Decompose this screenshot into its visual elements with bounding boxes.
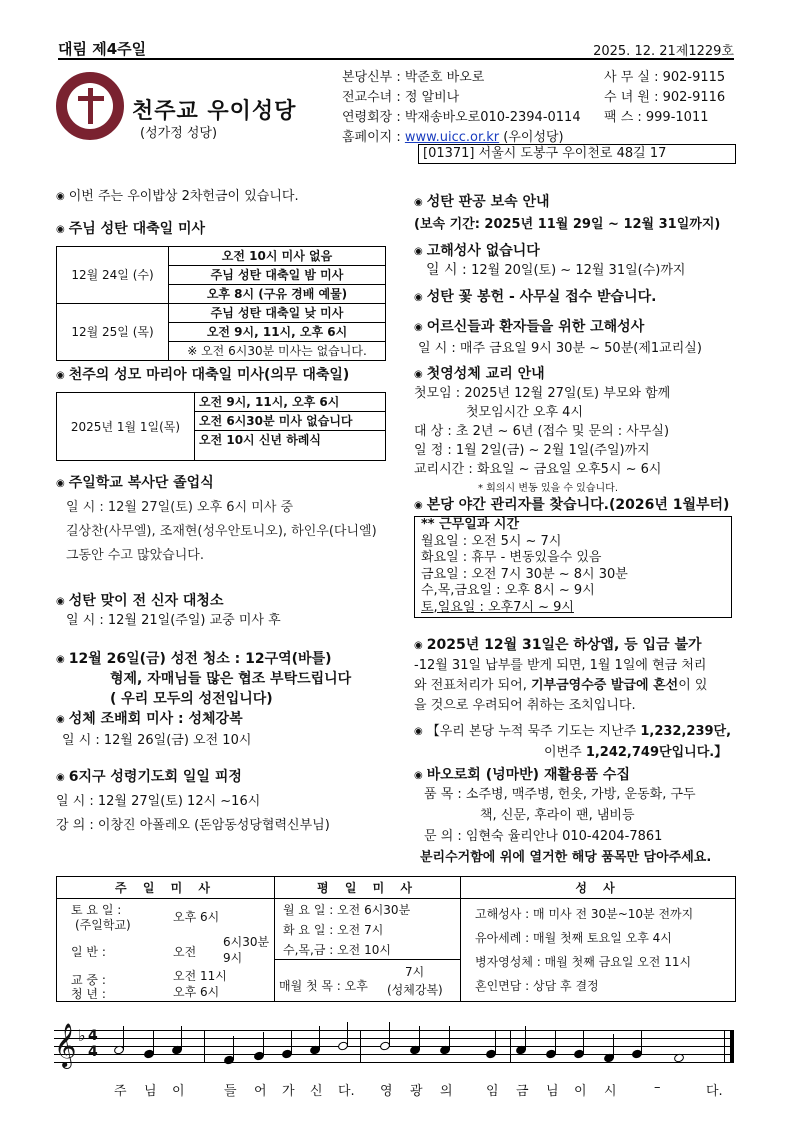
- flat-icon: ♭: [78, 1026, 86, 1045]
- note-stem: [641, 1030, 642, 1054]
- note-stem: [153, 1030, 154, 1054]
- christmas-title: ◉ 주님 성탄 대축일 미사: [56, 218, 205, 238]
- treble-clef-icon: 𝄞: [54, 1023, 77, 1067]
- note-stem: [319, 1026, 320, 1050]
- note-stem: [555, 1030, 556, 1054]
- lyric-syllable: 들: [224, 1084, 237, 1099]
- lyric-syllable: 가: [282, 1084, 295, 1099]
- time-sig-bottom: 4: [88, 1044, 98, 1060]
- contact-right: [604, 68, 725, 128]
- bank-body: -12월 31일 납부를 받게 되면, 1월 1일에 현금 처리 와 전표처리가 되어, 기부금영수증 발급에 혼선이 있 을 것으로 우려되어 취하는 조치입니다.: [414, 658, 708, 713]
- convent-phone: 수 녀 원 : 902-9116: [604, 90, 726, 105]
- chair: 연령회장 : 박재송바오로010-2394-0114: [342, 110, 581, 125]
- mary-table: 2025년 1월 1일(목) 오전 9시, 11시, 오후 6시 오전 6시30분 미사 없습니다 오전 10시 신년 하례식: [56, 392, 386, 461]
- mass-schedule-table: 주 일 미 사 평 일 미 사 성 사 토 요 일 : (주일학교) 오후 6시 일 반 : 오전 6시30분 9시 교 중 : 오전 11시 청 년 : 오후 6시 월 요 일 : 오전 6시30분 화 요 일 : 오전 7시 수,목,금 : 오전 10시 매월 첫 목 : 오후 7시 (성체강복) 고해성사 : 매 미사 전 30분~10분 전까지 유아세례 : 매월 첫째 토요일 오후 4시 병자영성체 : 매월 첫째 금요일 오전 11시 혼인면담 : 상담 후 결정: [56, 876, 736, 1002]
- prayer-title: ◉ 6지구 성령기도회 일일 피정: [56, 766, 242, 786]
- d24: 12월 24일 (수): [57, 247, 169, 304]
- note-stem: [449, 1026, 450, 1050]
- cleaning-title: ◉ 성탄 맞이 전 신자 대청소: [56, 590, 223, 610]
- flower-title: ◉ 성탄 꽃 봉헌 - 사무실 접수 받습니다.: [414, 286, 656, 306]
- church-sub: (성가정 성당): [140, 126, 218, 141]
- sunday-school-title: ◉ 주일학교 복사단 졸업식: [56, 472, 214, 492]
- logo-cross-icon: [88, 88, 93, 124]
- lyric-syllable: 다.: [338, 1084, 355, 1099]
- d25: 12월 25일 (목): [57, 304, 169, 361]
- lyric-syllable: 님: [546, 1084, 559, 1099]
- lyric-syllable: 시: [604, 1084, 617, 1099]
- lyric-syllable: 이: [172, 1084, 185, 1099]
- issue-date: 2025. 12. 21제1229호: [593, 44, 734, 59]
- rosary: ◉ 【우리 본당 누적 묵주 기도는 지난주 1,232,239단, 이번주 1,242,749단입니다.】: [414, 722, 731, 763]
- contact-left: [342, 68, 581, 148]
- lyric-syllable: 의: [440, 1084, 453, 1099]
- note-stem: [181, 1026, 182, 1050]
- lyric-syllable: 광: [410, 1084, 423, 1099]
- homepage: 홈페이지 : www.uicc.or.kr (우이성당): [342, 130, 564, 145]
- notice-offering: ◉ 이번 주는 우이밥상 2차헌금이 있습니다.: [56, 188, 299, 207]
- note-stem: [389, 1022, 390, 1046]
- recycle-title: ◉ 바오로회 (넝마반) 재활용품 수집: [414, 764, 630, 784]
- night-title: ◉ 본당 야간 관리자를 찾습니다.(2026년 1월부터): [414, 494, 729, 514]
- top-bar: [58, 38, 734, 60]
- sister: 전교수녀 : 정 알비나: [342, 90, 460, 105]
- bank-title: ◉ 2025년 12월 31일은 하상앱, 등 입금 불가: [414, 634, 702, 654]
- jewel-title: ◉ 성탄 판공 보속 안내: [414, 191, 550, 211]
- cleaning-body: 일 시 : 12월 21일(주일) 교중 미사 후: [66, 613, 281, 628]
- lyric-syllable: –: [654, 1080, 661, 1095]
- note-stem: [263, 1032, 264, 1056]
- music-staff: [54, 1023, 738, 1070]
- lyric-syllable: 금: [516, 1084, 529, 1099]
- lyric-syllable: 신: [310, 1084, 323, 1099]
- week-title: 대림 제4주일: [58, 40, 147, 58]
- fax: 팩 스 : 999-1011: [604, 110, 709, 125]
- note-stem: [525, 1026, 526, 1050]
- communion-title: ◉ 첫영성체 교리 안내: [414, 363, 545, 383]
- note-stem: [123, 1026, 124, 1050]
- church-logo-icon: [56, 72, 124, 140]
- elder-title: ◉ 어르신들과 환자들을 위한 고해성사: [414, 316, 644, 336]
- christmas-table: 12월 24일 (수) 오전 10시 미사 없음 주님 성탄 대축일 밤 미사 오후 8시 (구유 경배 예물) 12월 25일 (목) 주님 성탄 대축일 낮 미사 오전 9시, 11시, 오후 6시 ※ 오전 6시30분 미사는 없습니다.: [56, 246, 386, 361]
- note-stem: [291, 1030, 292, 1054]
- recycle-body: 품 목 : 소주병, 맥주병, 헌옷, 가방, 운동화, 구두 책, 신문, 후라이 팬, 냄비등 문 의 : 임현숙 율리안나 010-4204-7861 분리수거함에 위에 열거한 해당 품목만 담아주세요.: [420, 787, 712, 865]
- lyric-syllable: 주: [114, 1084, 127, 1099]
- note-stem: [613, 1034, 614, 1058]
- sunday-school-body: 일 시 : 12월 27일(토) 오후 6시 미사 중 길상찬(사무엘), 조재현(성우안토니오), 하인우(다니엘) 그동안 수고 많았습니다.: [66, 500, 377, 563]
- communion-body: 첫모임 : 2025년 12월 27일(토) 부모와 함께 첫모임시간 오후 4시 대 상 : 초 2년 ~ 6년 (접수 및 문의 : 사무실) 일 정 : 1월 2일(금) ~ 2월 1일(주일)까지 교리시간 : 화요일 ~ 금요일 오후5시 ~ 6시 * 회의시 변동 있을 수 있습니다.: [414, 386, 671, 494]
- night-box: ** 근무일과 시간 월요일 : 오전 5시 ~ 7시 화요일 : 휴무 - 변동있을수 있음 금요일 : 오전 7시 30분 ~ 8시 30분 수,목,금요일 : 오후 8시 ~ 9시 토,일요일 : 오후7시 ~ 9시: [414, 516, 732, 618]
- note-stem: [583, 1030, 584, 1054]
- time-sig-top: 4: [88, 1028, 98, 1044]
- lyric-syllable: 다.: [706, 1084, 723, 1099]
- prayer-body: 일 시 : 12월 27일(토) 12시 ~16시 강 의 : 이창진 아폴레오 (돈암동성당협력신부님): [56, 794, 330, 833]
- homepage-link[interactable]: www.uicc.or.kr: [404, 130, 500, 145]
- lyric-syllable: 임: [486, 1084, 499, 1099]
- mary-title: ◉ 천주의 성모 마리아 대축일 미사(의무 대축일): [56, 364, 349, 384]
- office-phone: 사 무 실 : 902-9115: [604, 70, 726, 85]
- lyric-syllable: 님: [144, 1084, 157, 1099]
- pastor: 본당신부 : 박준호 바오로: [342, 70, 485, 85]
- worship-title: ◉ 성체 조배회 미사 : 성체강복: [56, 708, 243, 728]
- lyric-syllable: 이: [574, 1084, 587, 1099]
- note-stem: [419, 1026, 420, 1050]
- note-stem: [233, 1036, 234, 1060]
- temple-clean-title: ◉ 12월 26일(금) 성전 청소 : 12구역(바틀): [56, 648, 332, 668]
- note-stem: [495, 1030, 496, 1054]
- confession-title: ◉ 고해성사 없습니다: [414, 240, 540, 260]
- church-name: 천주교 우이성당: [132, 99, 297, 124]
- address: [01371] 서울시 도봉구 우이천로 48길 17: [418, 144, 736, 164]
- lyric-syllable: 영: [380, 1084, 393, 1099]
- lyric-syllable: 어: [254, 1084, 267, 1099]
- note-stem: [347, 1022, 348, 1046]
